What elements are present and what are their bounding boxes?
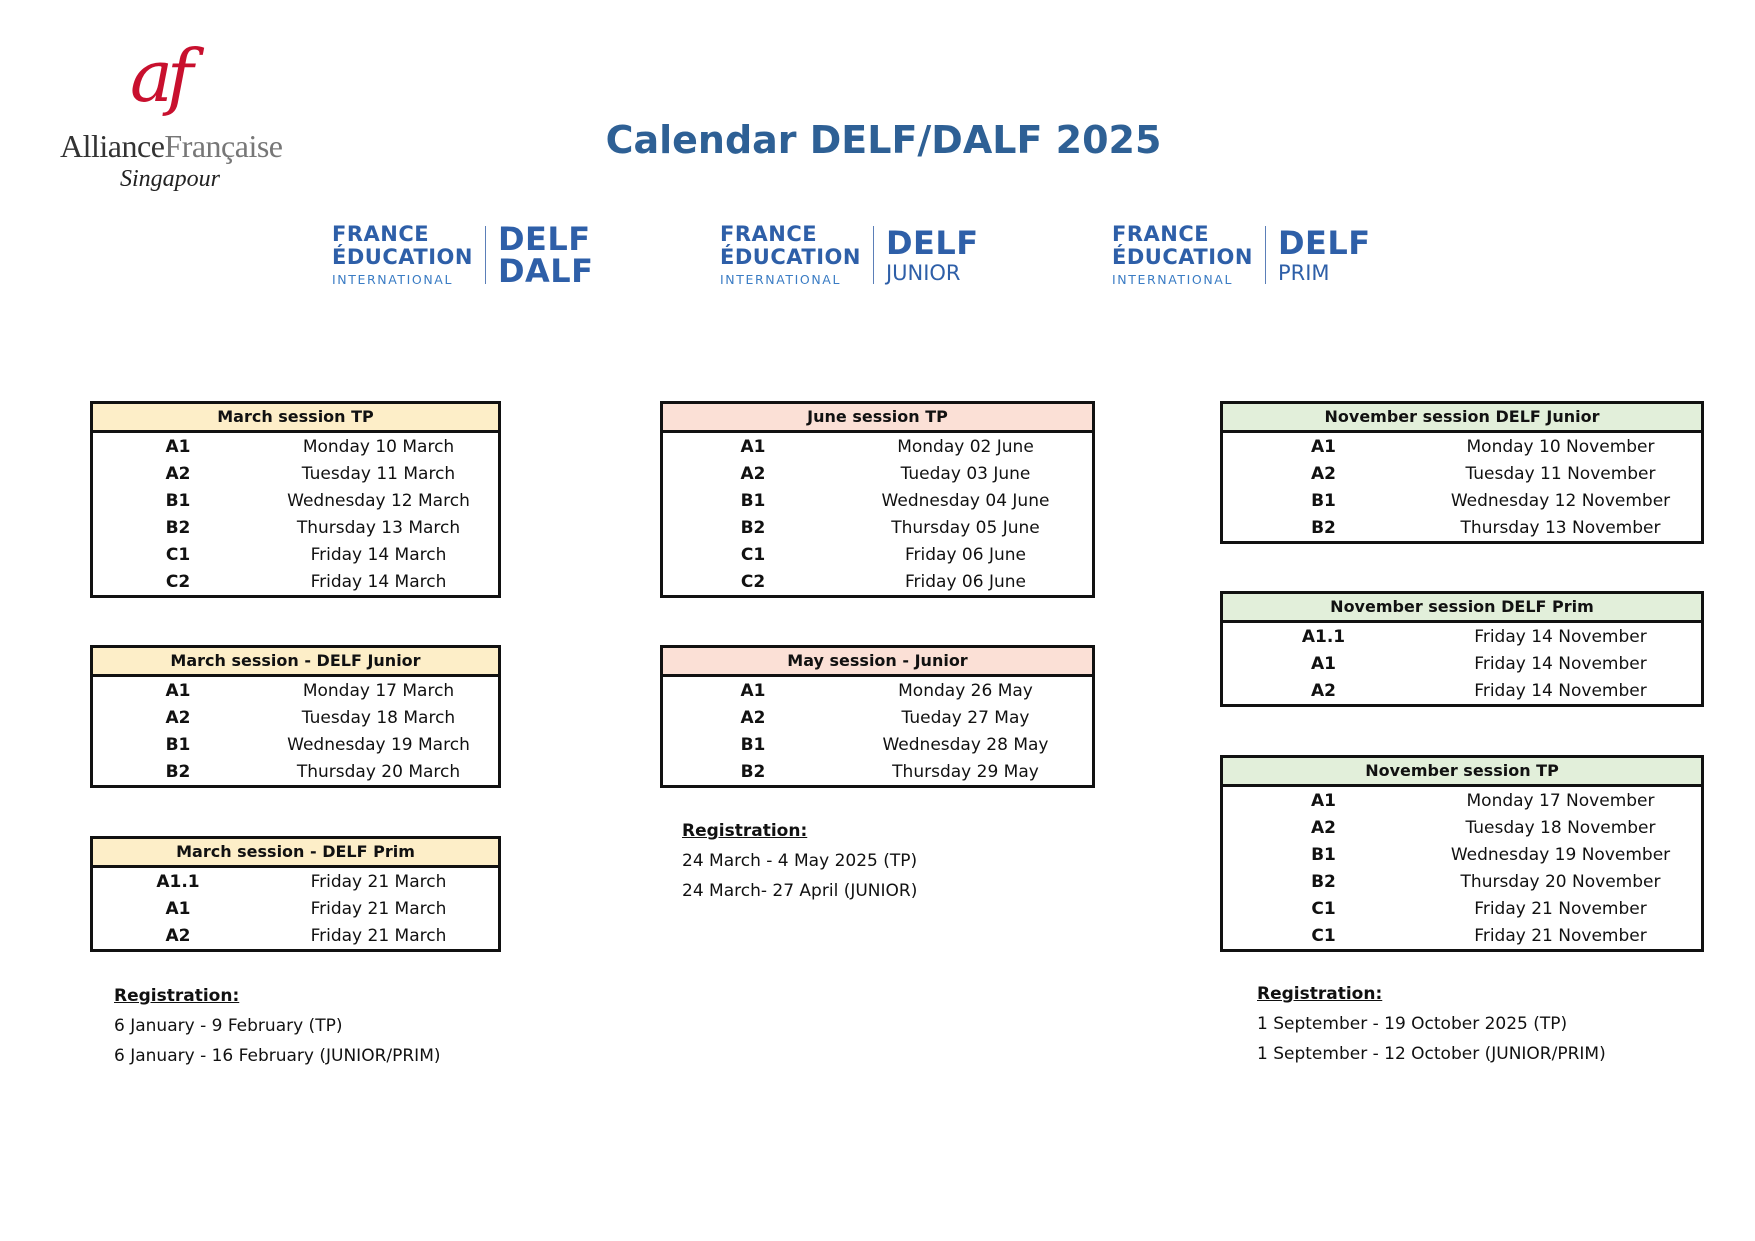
level-cell: B2	[740, 517, 766, 538]
session-row	[1223, 514, 1701, 541]
session-table-may-junior	[660, 645, 1095, 788]
registration-line: 6 January - 16 February (JUNIOR/PRIM)	[114, 1046, 441, 1066]
level-cell: B1	[1311, 844, 1336, 865]
session-row	[93, 731, 498, 758]
level-cell: A1	[165, 436, 191, 457]
registration-line: 24 March - 4 May 2025 (TP)	[682, 851, 918, 871]
level-cell: A2	[165, 707, 191, 728]
session-table-march-tp	[90, 401, 501, 598]
product-bottom: DALF	[497, 252, 594, 290]
level-cell: A1	[165, 680, 191, 701]
fe-wordmark	[1112, 221, 1253, 287]
level-cell: C2	[740, 571, 766, 592]
session-row	[1223, 895, 1701, 922]
session-row	[663, 487, 1092, 514]
date-cell: Friday 21 March	[310, 925, 447, 946]
date-cell: Thursday 13 March	[296, 517, 461, 538]
date-cell: Tuesday 18 November	[1465, 817, 1656, 838]
date-cell: Tuesday 11 November	[1465, 463, 1656, 484]
af-name-part2: Française	[164, 128, 283, 164]
date-cell: Thursday 13 November	[1460, 517, 1661, 538]
level-cell: B2	[1311, 871, 1336, 892]
level-cell: B2	[1311, 517, 1336, 538]
delf-prim-logo	[1112, 222, 1371, 288]
product-name	[1277, 223, 1371, 285]
level-cell: B1	[740, 734, 766, 755]
level-cell: B2	[165, 517, 191, 538]
af-city: Singapour	[120, 166, 221, 192]
session-row	[1223, 460, 1701, 487]
session-table-november-junior	[1220, 401, 1704, 544]
level-cell: A1.1	[1301, 626, 1346, 647]
session-row	[93, 541, 498, 568]
session-row	[1223, 433, 1701, 460]
fe-wordmark	[332, 221, 473, 287]
page-title: Calendar DELF/DALF 2025	[605, 118, 1162, 162]
session-title: November session TP	[1223, 758, 1701, 787]
session-row	[1223, 922, 1701, 949]
session-row	[93, 568, 498, 595]
level-cell: A1	[1311, 653, 1336, 674]
level-cell: C1	[1311, 925, 1336, 946]
session-row	[93, 758, 498, 785]
level-cell: C1	[740, 544, 766, 565]
level-cell: C1	[1311, 898, 1336, 919]
date-cell: Thursday 29 May	[892, 761, 1039, 782]
registration-november	[1257, 979, 1606, 1069]
registration-title: Registration:	[1257, 984, 1383, 1004]
level-cell: A2	[165, 463, 191, 484]
date-cell: Tuesday 18 March	[301, 707, 456, 728]
session-row	[663, 568, 1092, 595]
product-name	[885, 223, 979, 285]
date-cell: Friday 14 March	[310, 544, 447, 565]
logo-divider	[485, 226, 486, 284]
registration-title: Registration:	[114, 986, 240, 1006]
date-cell: Tueday 03 June	[900, 463, 1031, 484]
session-row	[1223, 623, 1701, 650]
session-table-november-tp	[1220, 755, 1704, 952]
session-row	[93, 895, 498, 922]
date-cell: Monday 10 March	[302, 436, 455, 457]
date-cell: Monday 02 June	[897, 436, 1034, 457]
date-cell: Monday 10 November	[1466, 436, 1655, 457]
date-cell: Monday 17 March	[302, 680, 455, 701]
level-cell: A1	[740, 680, 766, 701]
date-cell: Wednesday 28 May	[882, 734, 1049, 755]
delf-dalf-logo	[332, 222, 594, 288]
registration-line: 24 March- 27 April (JUNIOR)	[682, 881, 918, 901]
registration-line: 1 September - 12 October (JUNIOR/PRIM)	[1257, 1044, 1606, 1064]
session-row	[1223, 814, 1701, 841]
date-cell: Wednesday 19 March	[287, 734, 470, 755]
level-cell: B1	[165, 490, 191, 511]
fe-line2: ÉDUCATION	[1112, 244, 1253, 269]
fe-line2: ÉDUCATION	[332, 244, 473, 269]
session-title: November session DELF Junior	[1223, 404, 1701, 433]
product-bottom: PRIM	[1277, 260, 1330, 285]
session-row	[1223, 787, 1701, 814]
af-monogram: af	[130, 34, 188, 118]
logo-divider	[873, 226, 874, 284]
level-cell: A2	[1311, 817, 1336, 838]
date-cell: Friday 14 November	[1474, 653, 1647, 674]
fe-line1: FRANCE	[1112, 221, 1210, 246]
session-row	[1223, 677, 1701, 704]
date-cell: Tuesday 11 March	[301, 463, 456, 484]
date-cell: Wednesday 04 June	[881, 490, 1050, 511]
session-title: March session - DELF Junior	[93, 648, 498, 677]
session-row	[663, 758, 1092, 785]
registration-march	[114, 981, 441, 1071]
level-cell: A1	[1311, 436, 1336, 457]
product-bottom: JUNIOR	[885, 260, 961, 285]
level-cell: B1	[165, 734, 191, 755]
date-cell: Thursday 20 March	[296, 761, 461, 782]
registration-june	[682, 816, 917, 906]
level-cell: A2	[1311, 463, 1336, 484]
level-cell: B2	[740, 761, 766, 782]
delf-junior-logo	[720, 222, 979, 288]
alliance-francaise-logo	[60, 36, 300, 196]
product-top: DELF	[1277, 223, 1371, 262]
session-row	[663, 460, 1092, 487]
date-cell: Friday 06 June	[905, 571, 1026, 592]
session-row	[663, 541, 1092, 568]
session-table-june-tp	[660, 401, 1095, 598]
date-cell: Wednesday 19 November	[1450, 844, 1671, 865]
level-cell: C1	[165, 544, 191, 565]
level-cell: A1	[740, 436, 766, 457]
session-row	[1223, 868, 1701, 895]
level-cell: A1	[1311, 790, 1336, 811]
fe-line1: FRANCE	[332, 221, 430, 246]
fe-wordmark	[720, 221, 861, 287]
session-title: June session TP	[663, 404, 1092, 433]
fe-line1: FRANCE	[720, 221, 818, 246]
registration-title: Registration:	[682, 821, 808, 841]
date-cell: Friday 21 November	[1474, 925, 1647, 946]
date-cell: Monday 26 May	[898, 680, 1033, 701]
session-row	[663, 433, 1092, 460]
session-row	[1223, 487, 1701, 514]
level-cell: A1.1	[156, 871, 200, 892]
fe-line3: INTERNATIONAL	[1112, 271, 1234, 287]
product-top: DELF	[885, 223, 979, 262]
session-row	[93, 704, 498, 731]
session-table-march-junior	[90, 645, 501, 788]
date-cell: Friday 14 March	[310, 571, 447, 592]
session-title: March session - DELF Prim	[93, 839, 498, 868]
session-row	[93, 677, 498, 704]
session-row	[663, 704, 1092, 731]
level-cell: A2	[740, 707, 766, 728]
session-row	[93, 514, 498, 541]
session-table-march-prim	[90, 836, 501, 952]
date-cell: Friday 14 November	[1474, 680, 1647, 701]
level-cell: A1	[165, 898, 191, 919]
date-cell: Friday 21 November	[1474, 898, 1647, 919]
level-cell: B2	[165, 761, 191, 782]
date-cell: Thursday 20 November	[1460, 871, 1661, 892]
session-title: March session TP	[93, 404, 498, 433]
level-cell: A2	[165, 925, 191, 946]
session-title: November session DELF Prim	[1223, 594, 1701, 623]
date-cell: Friday 06 June	[905, 544, 1026, 565]
fe-line2: ÉDUCATION	[720, 244, 861, 269]
af-name-part1: Alliance	[60, 128, 165, 164]
date-cell: Wednesday 12 November	[1450, 490, 1671, 511]
fe-line3: INTERNATIONAL	[332, 271, 454, 287]
fe-line3: INTERNATIONAL	[720, 271, 842, 287]
registration-line: 1 September - 19 October 2025 (TP)	[1257, 1014, 1568, 1034]
session-row	[1223, 650, 1701, 677]
level-cell: B1	[740, 490, 766, 511]
session-row	[93, 433, 498, 460]
date-cell: Friday 21 March	[310, 898, 447, 919]
level-cell: B1	[1311, 490, 1336, 511]
date-cell: Friday 21 March	[310, 871, 447, 892]
registration-line: 6 January - 9 February (TP)	[114, 1016, 343, 1036]
date-cell: Friday 14 November	[1474, 626, 1647, 647]
logo-divider	[1265, 226, 1266, 284]
level-cell: A2	[1311, 680, 1336, 701]
date-cell: Wednesday 12 March	[287, 490, 470, 511]
product-name	[497, 220, 594, 290]
session-row	[93, 922, 498, 949]
date-cell: Thursday 05 June	[891, 517, 1040, 538]
session-row	[663, 514, 1092, 541]
level-cell: A2	[740, 463, 766, 484]
session-row	[93, 487, 498, 514]
session-row	[1223, 841, 1701, 868]
session-row	[663, 677, 1092, 704]
session-row	[663, 731, 1092, 758]
session-table-november-prim	[1220, 591, 1704, 707]
product-top: DELF	[497, 220, 591, 258]
session-row	[93, 868, 498, 895]
session-title: May session - Junior	[663, 648, 1092, 677]
date-cell: Monday 17 November	[1466, 790, 1655, 811]
date-cell: Tueday 27 May	[901, 707, 1030, 728]
session-row	[93, 460, 498, 487]
level-cell: C2	[165, 571, 191, 592]
